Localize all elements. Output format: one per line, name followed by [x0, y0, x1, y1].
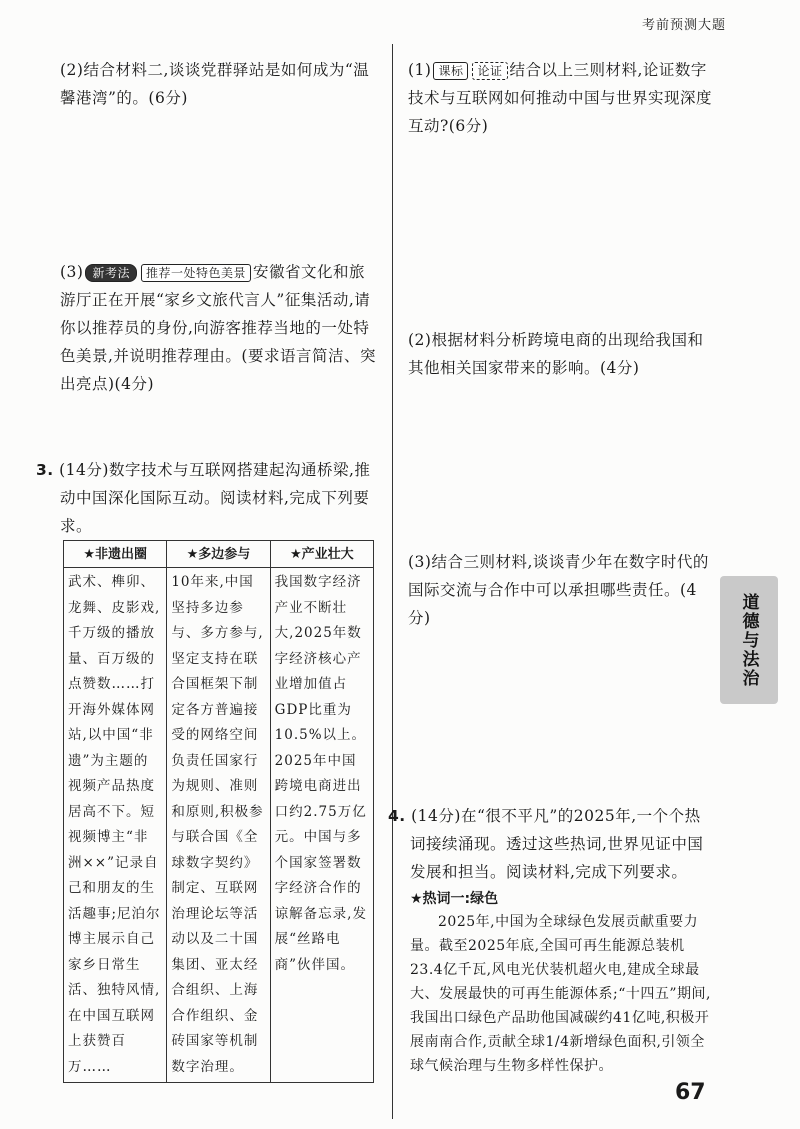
question-prefix: (1): [408, 61, 432, 79]
table-header: ★产业壮大: [270, 541, 373, 568]
question-2-3: [60, 258, 376, 398]
question-3-1: [408, 56, 718, 140]
table-cell: 我国数字经济产业不断壮大,2025年数字经济核心产业增加值占GDP比重为10.5%以上。2025年中国跨境电商进出口约2.75万亿元。中国与多个国家签署数字经济合作的谅解备忘录,发展“丝路电商”伙伴国。: [270, 568, 373, 1083]
page-header: 考前预测大题: [641, 18, 726, 33]
left-column: [36, 56, 372, 112]
table-cell: 10年来,中国坚持多边参与、多方参与,坚定支持在联合国框架下制定各方普遍接受的网络空间负责任国家行为规则、准则和原则,积极参与联合国《全球数字契约》制定、互联网治理论坛等活动以及二十国集团、亚太经合组织、上海合作组织、金砖国家等机制数字治理。: [167, 568, 270, 1083]
hot-word-title: ★热词一:绿色: [410, 891, 499, 907]
topic-tag: 推荐一处特色美景: [141, 264, 251, 282]
subject-side-tab: 道德与法治: [720, 576, 778, 704]
question-2-2: (2)结合材料二,谈谈党群驿站是如何成为“温馨港湾”的。(6分): [60, 61, 370, 107]
question-3-3: (3)结合三则材料,谈谈青少年在数字时代的国际交流与合作中可以承担哪些责任。(4分): [408, 553, 709, 627]
question-3: [36, 456, 376, 540]
question-number: 3.: [36, 461, 54, 479]
question-text: (14分)数字技术与互联网搭建起沟通桥梁,推动中国深化国际互动。阅读材料,完成下列要求。: [59, 461, 371, 535]
question-text: (14分)在“很不平凡”的2025年,一个个热词接续涌现。透过这些热词,世界见证中国发展和担当。阅读材料,完成下列要求。: [410, 807, 704, 881]
question-3-2: (2)根据材料分析跨境电商的出现给我国和其他相关国家带来的影响。(4分): [408, 331, 704, 377]
new-method-tag: 新考法: [85, 264, 137, 282]
question-number: 4.: [388, 807, 406, 825]
question-text: 安徽省文化和旅游厅正在开展“家乡文旅代言人”征集活动,请你以推荐员的身份,向游客推荐当地的一处特色美景,并说明推荐理由。(要求语言简洁、突出亮点)(4分): [60, 263, 376, 393]
table-cell: 武术、榫卯、龙舞、皮影戏,千万级的播放量、百万级的点赞数……打开海外媒体网站,以中国“非遗”为主题的视频产品热度居高不下。短视频博主“非洲××”记录自己和朋友的生活趣事;尼泊尔博主展示自己家乡日常生活、独特风情,在中国互联网上获赞百万……: [64, 568, 167, 1083]
table-header: ★多边参与: [167, 541, 270, 568]
argument-tag: 论证: [472, 62, 507, 80]
question-prefix: (3): [60, 263, 84, 281]
page-number: 67: [675, 1080, 706, 1105]
hot-word-passage: 2025年,中国为全球绿色发展贡献重要力量。截至2025年底,全国可再生能源总装机23.4亿千瓦,风电光伏装机超火电,建成全球最大、发展最快的可再生能源体系;“十四五”期间,我国出口绿色产品助他国减碳约41亿吨,积极开展南南合作,贡献全球1/4新增绿色面积,引领全球气候治理与生物多样性保护。: [410, 914, 711, 1074]
material-table: [63, 540, 374, 1083]
table-header: ★非遗出圈: [64, 541, 167, 568]
curriculum-tag: 课标: [433, 62, 468, 80]
question-4: [388, 802, 713, 1078]
question-text: 结合以上三则材料,论证数字技术与互联网如何推动中国与世界实现深度互动?(6分): [408, 61, 713, 135]
